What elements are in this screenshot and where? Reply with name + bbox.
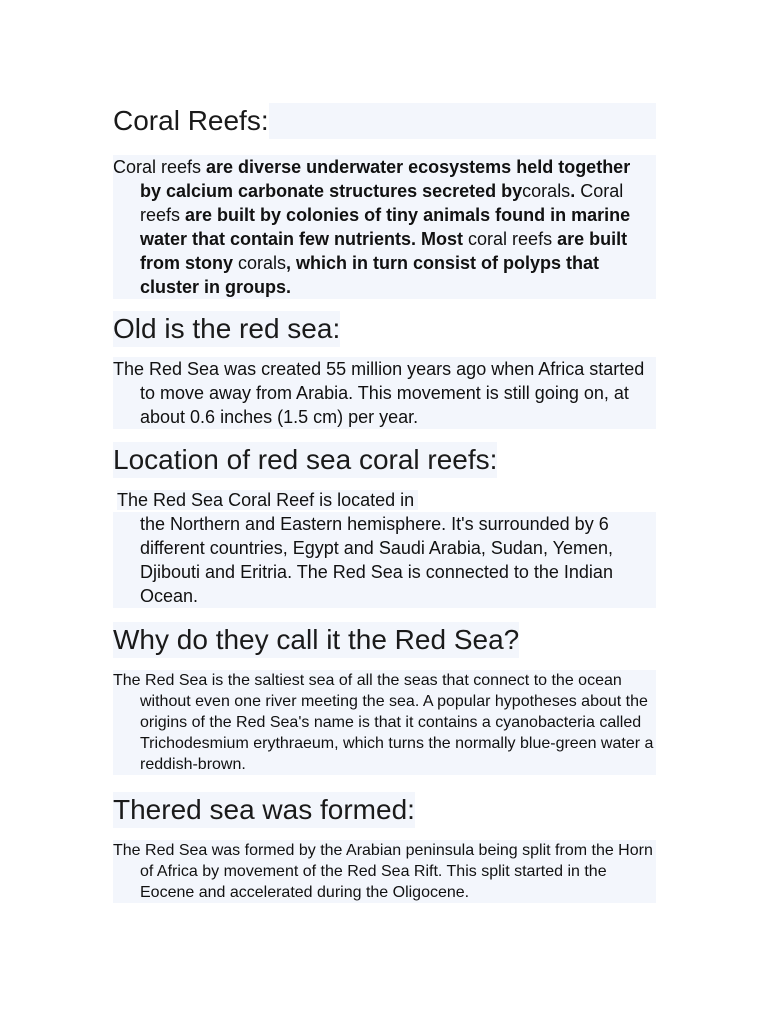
section-old-red-sea: [113, 311, 656, 429]
text-segment-bold: are built by colonies of tiny animals found in marine water that contain few nutrients. Most: [140, 205, 631, 249]
paragraph-formed: The Red Sea was formed by the Arabian peninsula being split from the Horn of Africa by movement of the Red Sea Rift. This split started in the Eocene and accelerated during the Oligocene.: [113, 840, 656, 903]
formed-heading-row: [113, 792, 656, 828]
heading-coral-reefs: Coral Reefs:: [113, 105, 269, 136]
old-heading-row: [113, 311, 656, 347]
paragraph-why-red-sea: The Red Sea is the saltiest sea of all the seas that connect to the ocean without even one river meeting the sea. A popular hypotheses about the origins of the Red Sea's name is that it contains a cyanobacteria called Trichodesmium erythraeum, which turns the normally blue-green water a reddish-brown.: [113, 670, 656, 775]
heading-location: Location of red sea coral reefs:: [113, 442, 497, 478]
coral-heading-row: [113, 103, 656, 147]
heading-why-red-sea: Why do they call it the Red Sea?: [113, 622, 519, 658]
document-page: [113, 103, 656, 903]
text-segment-bold: are diverse underwater ecosystems held together by calcium carbonate structures secreted by: [140, 157, 631, 201]
section-coral-reefs: [113, 103, 656, 299]
why-heading-row: [113, 622, 656, 658]
text-segment: corals: [522, 181, 571, 201]
section-why-red-sea: [113, 622, 656, 775]
text-segment: Coral reefs: [113, 157, 202, 177]
text-segment-bold: .: [570, 181, 581, 201]
location-rest: the Northern and Eastern hemisphere. It's surrounded by 6 different countries, Egypt and Saudi Arabia, Sudan, Yemen, Djibouti and Eritria. The Red Sea is connected to the Indian Ocean.: [113, 512, 656, 608]
heading-formed: Thered sea was formed:: [113, 792, 415, 828]
text-segment: Coral reefs: [140, 181, 624, 225]
paragraph-old-red-sea: The Red Sea was created 55 million years ago when Africa started to move away from Arabia. This movement is still going on, at about 0.6 inches (1.5 cm) per year.: [113, 357, 656, 429]
text-segment-bold: , which in turn consist of polyps that cluster in groups.: [140, 253, 600, 297]
section-location: [113, 442, 656, 608]
paragraph-location: [113, 488, 656, 608]
paragraph-coral-reefs: [113, 155, 656, 299]
text-segment-bold: are built from stony: [140, 229, 628, 273]
heading-old-red-sea: Old is the red sea:: [113, 311, 340, 347]
text-segment: corals: [238, 253, 287, 273]
location-first-line: The Red Sea Coral Reef is located in: [113, 488, 656, 512]
location-heading-row: [113, 442, 656, 478]
text-segment: coral reefs: [468, 229, 553, 249]
section-formed: [113, 792, 656, 903]
